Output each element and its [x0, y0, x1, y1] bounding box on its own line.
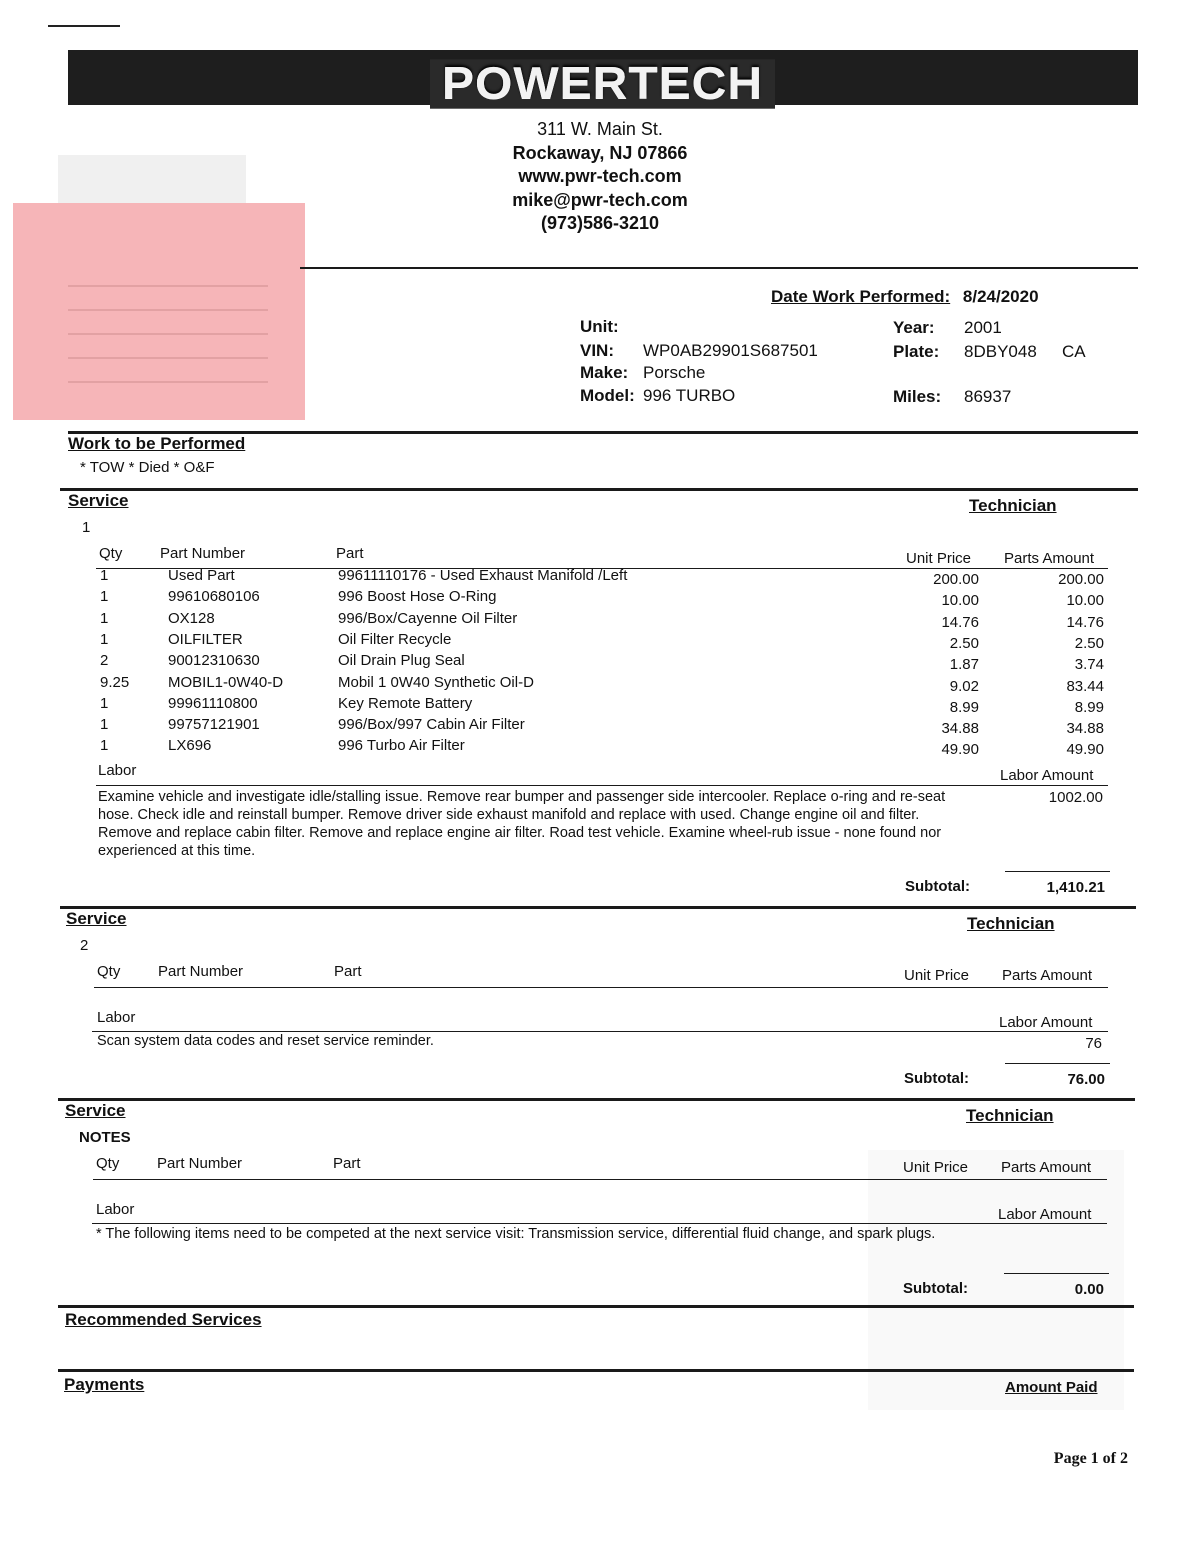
- service3-number: NOTES: [79, 1129, 131, 1146]
- unit-price-cell: 49.90: [941, 741, 979, 759]
- s3-col-part: Part: [333, 1155, 361, 1172]
- s3-col-parts-amount: Parts Amount: [1001, 1159, 1092, 1176]
- service3-title: Service: [65, 1101, 126, 1120]
- part-cell: Key Remote Battery: [338, 694, 473, 712]
- s1-subtotal-label: Subtotal:: [905, 878, 970, 895]
- s1-labor-label: Labor: [98, 762, 137, 779]
- year-label: Year:: [893, 318, 935, 337]
- s2-labor-label: Labor: [97, 1009, 136, 1026]
- redacted-lines: [68, 285, 268, 405]
- model-label: Model:: [580, 386, 635, 405]
- company-logo: POWERTECH: [430, 59, 775, 108]
- s2-subtotal-label: Subtotal:: [904, 1070, 969, 1087]
- address-street: 311 W. Main St.: [537, 119, 663, 139]
- s2-col-parts-amount: Parts Amount: [1002, 967, 1093, 984]
- qty-cell: 1: [100, 630, 109, 648]
- service1-number: 1: [82, 519, 91, 536]
- table-row: [0, 567, 1200, 588]
- s2-labor-amount-label: Labor Amount: [999, 1014, 1093, 1031]
- s3-labor-amount-label: Labor Amount: [998, 1206, 1092, 1223]
- s3-subtotal-value: 0.00: [1074, 1281, 1104, 1298]
- s2-labor-amount: 76: [1085, 1035, 1102, 1052]
- s2-col-part: Part: [334, 963, 362, 980]
- table-row: [0, 737, 1200, 758]
- part-cell: Oil Drain Plug Seal: [338, 652, 465, 670]
- s1-labor-amount-label: Labor Amount: [1000, 767, 1094, 784]
- qty-cell: 1: [100, 694, 109, 712]
- s1-labor-rule: [96, 785, 1108, 786]
- part-number-cell: 99610680106: [168, 588, 260, 606]
- date-row: [771, 287, 1039, 307]
- service2-technician: Technician: [967, 914, 1055, 933]
- s1-col-parts-amount: Parts Amount: [1004, 550, 1095, 567]
- qty-cell: 9.25: [100, 673, 130, 691]
- plate-value: 8DBY048: [964, 342, 1037, 361]
- s2-col-part-number: Part Number: [158, 963, 244, 980]
- header-divider: [300, 267, 1138, 269]
- s3-subtotal-rule: [1004, 1273, 1109, 1274]
- s3-col-qty: Qty: [96, 1155, 120, 1172]
- amount-cell: 14.76: [1066, 613, 1104, 631]
- date-value: 8/24/2020: [962, 287, 1039, 306]
- s3-labor-text: * The following items need to be competed at the next service visit: Transmission service, differential fluid change, and spark plugs.: [96, 1226, 936, 1242]
- company-website: www.pwr-tech.com: [518, 166, 682, 186]
- part-cell: 996/Box/997 Cabin Air Filter: [338, 716, 525, 734]
- s3-subtotal-label: Subtotal:: [903, 1280, 968, 1297]
- vin-label: VIN:: [580, 341, 614, 360]
- smudge-mark: [58, 155, 246, 203]
- s1-col-unit-price: Unit Price: [906, 550, 972, 567]
- s1-col-part-number: Part Number: [160, 545, 246, 562]
- amount-paid-label: Amount Paid: [1005, 1379, 1098, 1396]
- part-number-cell: 99961110800: [168, 694, 258, 712]
- plate-state: CA: [1062, 342, 1086, 361]
- unit-price-cell: 8.99: [949, 698, 979, 716]
- s1-col-part: Part: [336, 545, 364, 562]
- service2-number: 2: [80, 937, 89, 954]
- table-row: [0, 716, 1200, 737]
- payments-top-rule: [58, 1369, 1134, 1372]
- part-number-cell: 90012310630: [168, 652, 260, 670]
- table-row: [0, 695, 1200, 716]
- amount-cell: 8.99: [1074, 698, 1104, 716]
- service2-top-rule: [60, 906, 1136, 909]
- qty-cell: 1: [100, 588, 109, 606]
- company-phone: (973)586-3210: [540, 213, 660, 233]
- table-row: [0, 674, 1200, 695]
- part-number-cell: OX128: [168, 609, 215, 627]
- model-value: 996 TURBO: [643, 386, 736, 405]
- unit-price-cell: 1.87: [949, 656, 979, 674]
- s3-labor-label: Labor: [96, 1201, 135, 1218]
- amount-cell: 34.88: [1066, 720, 1104, 738]
- unit-price-cell: 14.76: [941, 613, 979, 631]
- service3-top-rule: [58, 1098, 1135, 1101]
- part-cell: 99611110176 - Used Exhaust Manifold /Left: [338, 567, 628, 584]
- miles-label: Miles:: [893, 387, 942, 406]
- s1-labor-text: Examine vehicle and investigate idle/stalling issue. Remove rear bumper and passenger side intercooler. Replace o-ring and re-seat hose. Check idle and reinstall bumper. Remove driver side exhaust manifold and replace with used. Change engine oil and filter. Remove and replace cabin filter. Remove and replace engine air filter. Road test vehicle. Examine wheel-rub issue - none found nor experienced at this time.: [98, 789, 946, 859]
- part-number-cell: MOBIL1-0W40-D: [168, 673, 284, 691]
- table-row: [0, 588, 1200, 609]
- amount-cell: 49.90: [1066, 741, 1104, 759]
- unit-price-cell: 2.50: [949, 634, 979, 652]
- part-cell: Oil Filter Recycle: [338, 630, 452, 648]
- s1-subtotal-rule: [1005, 871, 1110, 872]
- amount-cell: 3.74: [1074, 656, 1104, 674]
- date-label: Date Work Performed:: [771, 287, 951, 306]
- service3-technician: Technician: [966, 1106, 1054, 1125]
- part-number-cell: OILFILTER: [168, 630, 243, 648]
- company-email: mike@pwr-tech.com: [512, 189, 688, 210]
- part-cell: 996/Box/Cayenne Oil Filter: [338, 609, 518, 627]
- page-number: Page 1 of 2: [1053, 1450, 1128, 1467]
- table-row: [0, 631, 1200, 652]
- part-number-cell: 99757121901: [168, 716, 260, 734]
- s2-subtotal-value: 76.00: [1067, 1071, 1105, 1088]
- s3-header-rule: [93, 1179, 1107, 1180]
- qty-cell: 1: [100, 716, 109, 734]
- qty-cell: 1: [100, 737, 109, 755]
- s1-col-qty: Qty: [99, 545, 123, 562]
- table-row: [0, 652, 1200, 673]
- s2-col-qty: Qty: [97, 963, 121, 980]
- qty-cell: 1: [100, 609, 109, 627]
- qty-cell: 1: [100, 567, 109, 584]
- s2-header-rule: [94, 987, 1108, 988]
- make-value: Porsche: [643, 363, 706, 382]
- s2-col-unit-price: Unit Price: [904, 967, 970, 984]
- amount-cell: 10.00: [1066, 592, 1104, 610]
- amount-cell: 2.50: [1074, 634, 1104, 652]
- unit-label: Unit:: [580, 317, 619, 336]
- make-label: Make:: [580, 363, 629, 382]
- service1-title: Service: [68, 491, 129, 510]
- service1-technician: Technician: [969, 496, 1057, 515]
- recommended-title: Recommended Services: [65, 1310, 262, 1329]
- part-cell: Mobil 1 0W40 Synthetic Oil-D: [338, 673, 534, 691]
- part-number-cell: LX696: [168, 737, 212, 755]
- plate-label: Plate:: [893, 342, 940, 361]
- unit-price-cell: 34.88: [941, 720, 979, 738]
- s2-subtotal-rule: [1005, 1063, 1110, 1064]
- unit-price-cell: 9.02: [949, 677, 979, 695]
- miles-value: 86937: [964, 387, 1012, 406]
- amount-cell: 83.44: [1066, 677, 1104, 695]
- unit-price-cell: 200.00: [933, 571, 979, 588]
- s3-col-unit-price: Unit Price: [903, 1159, 969, 1176]
- table-row: [0, 610, 1200, 631]
- qty-cell: 2: [100, 652, 109, 670]
- unit-price-cell: 10.00: [941, 592, 979, 610]
- company-address: [440, 118, 760, 236]
- s2-labor-text: Scan system data codes and reset service reminder.: [97, 1033, 434, 1049]
- part-cell: 996 Boost Hose O-Ring: [338, 588, 497, 606]
- payments-title: Payments: [64, 1375, 145, 1394]
- s3-labor-rule: [92, 1223, 1107, 1224]
- part-number-cell: Used Part: [168, 567, 235, 584]
- amount-cell: 200.00: [1058, 571, 1104, 588]
- service2-title: Service: [66, 909, 127, 928]
- year-value: 2001: [964, 318, 1002, 337]
- s1-labor-amount: 1002.00: [1048, 789, 1103, 806]
- scan-mark: [48, 25, 120, 27]
- work-title: Work to be Performed: [68, 434, 246, 453]
- s3-col-part-number: Part Number: [157, 1155, 243, 1172]
- service1-top-rule: [60, 488, 1138, 491]
- vin-value: WP0AB29901S687501: [643, 341, 818, 360]
- recommended-top-rule: [58, 1305, 1134, 1308]
- work-text: * TOW * Died * O&F: [80, 459, 215, 476]
- s1-subtotal-value: 1,410.21: [1046, 879, 1105, 896]
- part-cell: 996 Turbo Air Filter: [338, 737, 465, 755]
- address-city: Rockaway, NJ 07866: [512, 142, 688, 163]
